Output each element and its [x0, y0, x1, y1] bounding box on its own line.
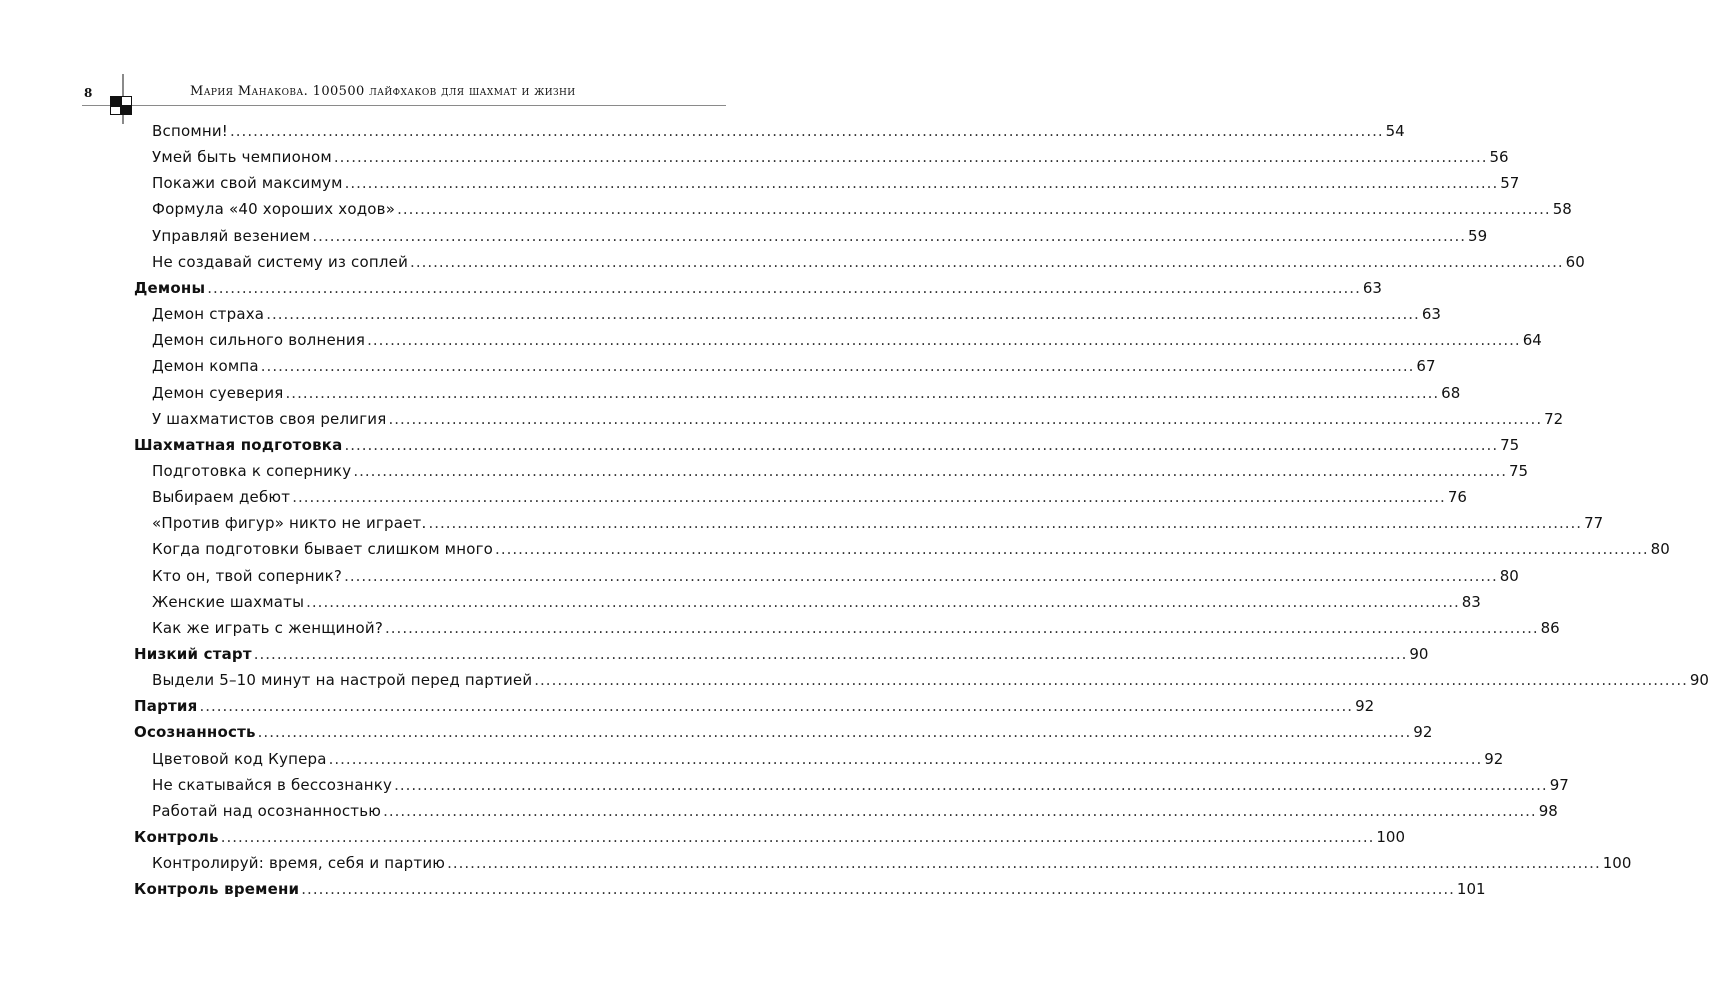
dot-leader: ........................................................................................................................................................................................................ [306, 592, 1460, 611]
toc-section [134, 693, 1375, 719]
dot-leader: ........................................................................................................................................................................................................ [266, 305, 1420, 324]
toc-page-number: 98 [1538, 801, 1558, 820]
dot-leader: ........................................................................................................................................................................................................ [312, 226, 1467, 245]
dot-leader: ........................................................................................................................................................................................................ [388, 409, 1543, 428]
toc-page-number: 80 [1650, 540, 1670, 559]
toc-title: Подготовка к сопернику [152, 461, 352, 480]
toc-section [134, 876, 1486, 902]
toc-entry [152, 196, 1572, 222]
toc-title: Когда подготовки бывает слишком много [152, 540, 494, 559]
toc-page-number: 56 [1489, 148, 1509, 167]
toc-page-number: 90 [1409, 645, 1429, 663]
header-horizontal-rule [82, 105, 726, 106]
toc-page-number: 67 [1416, 357, 1436, 376]
dot-leader: ........................................................................................................................................................................................................ [410, 252, 1564, 271]
toc-page-number: 100 [1602, 854, 1632, 873]
toc-entry [152, 353, 1436, 379]
toc-page-number: 86 [1540, 618, 1560, 637]
dot-leader: ........................................................................................................................................................................................................ [292, 488, 1446, 507]
toc-page-number: 57 [1500, 174, 1520, 193]
toc-title: У шахматистов своя религия [152, 409, 387, 428]
toc-entry [152, 144, 1509, 170]
toc-entry [152, 589, 1481, 615]
dot-leader: ........................................................................................................................................................................................................ [344, 435, 1499, 454]
dot-leader: ........................................................................................................................................................................................................ [394, 775, 1548, 794]
toc-section [134, 432, 1520, 458]
toc-entry [152, 536, 1670, 562]
toc-title: Выбираем дебют [152, 488, 291, 507]
dot-leader: ........................................................................................................................................................................................................ [257, 723, 1412, 742]
dot-leader: ........................................................................................................................................................................................................ [230, 122, 1384, 140]
toc-entry [152, 510, 1604, 536]
toc-entry [152, 563, 1519, 589]
toc-title: Демон суеверия [152, 383, 284, 402]
dot-leader: ........................................................................................................................................................................................................ [344, 566, 1498, 585]
toc-page-number: 83 [1461, 592, 1481, 611]
toc-title: Демон сильного волнения [152, 331, 366, 350]
toc-entry [152, 484, 1467, 510]
toc-page-number: 63 [1362, 278, 1382, 297]
toc-entry [152, 746, 1504, 772]
toc-title: Демоны [134, 278, 206, 297]
toc-entry [152, 458, 1529, 484]
toc-entry [152, 406, 1564, 432]
toc-title: Умей быть чемпионом [152, 148, 332, 167]
dot-leader: ........................................................................................................................................................................................................ [344, 174, 1499, 193]
dot-leader: ........................................................................................................................................................................................................ [367, 331, 1521, 350]
toc-title: Партия [134, 697, 198, 716]
toc-title: Демон страха [152, 305, 265, 324]
toc-page-number: 60 [1565, 252, 1585, 271]
toc-page-number: 100 [1376, 828, 1406, 847]
running-head: Мария Манакова. 100500 лайфхаков для шахмат и жизни [190, 84, 576, 99]
dot-leader: ........................................................................................................................................................................................................ [328, 749, 1483, 768]
toc-section [134, 824, 1406, 850]
toc-title: Управляй везением [152, 226, 311, 245]
chessboard-icon [110, 96, 132, 115]
dot-leader: ........................................................................................................................................................................................................ [534, 671, 1688, 690]
toc-title: Низкий старт [134, 645, 252, 663]
toc-entry [152, 170, 1520, 196]
dot-leader: ........................................................................................................................................................................................................ [301, 880, 1455, 899]
toc-page-number: 68 [1441, 383, 1461, 402]
dot-leader: ........................................................................................................................................................................................................ [353, 461, 1507, 480]
toc-title: Женские шахматы [152, 592, 305, 611]
toc-title: Кто он, твой соперник? [152, 566, 343, 585]
dot-leader: ........................................................................................................................................................................................................ [260, 357, 1415, 376]
toc-entry [152, 667, 1709, 693]
toc-page-number: 80 [1499, 566, 1519, 585]
toc-entry [152, 249, 1585, 275]
toc-entry [152, 301, 1441, 327]
toc-entry [152, 850, 1632, 876]
toc-page-number: 72 [1544, 409, 1564, 428]
toc-title: Цветовой код Купера [152, 749, 327, 768]
dot-leader: ........................................................................................................................................................................................................ [447, 854, 1601, 873]
dot-leader: ........................................................................................................................................................................................................ [285, 383, 1440, 402]
toc-page-number: 101 [1456, 880, 1486, 899]
toc-title: Демон компа [152, 357, 259, 376]
toc-title: «Против фигур» никто не играет. [152, 514, 427, 533]
toc-page-number: 63 [1421, 305, 1441, 324]
toc-title: Шахматная подготовка [134, 435, 343, 454]
toc-title: Выдели 5–10 минут на настрой перед партией [152, 671, 533, 690]
toc-section [134, 641, 1429, 667]
toc-section [134, 275, 1382, 301]
toc-entry [152, 772, 1569, 798]
toc-page-number: 92 [1413, 723, 1433, 742]
toc-title: Не создавай систему из соплей [152, 252, 409, 271]
toc-entry [152, 118, 1405, 144]
dot-leader: ........................................................................................................................................................................................................ [253, 645, 1408, 663]
dot-leader: ........................................................................................................................................................................................................ [199, 697, 1354, 716]
dot-leader: ........................................................................................................................................................................................................ [495, 540, 1649, 559]
toc-page-number: 75 [1509, 461, 1529, 480]
page-number: 8 [84, 86, 93, 100]
toc-title: Контроль времени [134, 880, 300, 899]
toc-entry [152, 615, 1560, 641]
toc-page-number: 54 [1385, 122, 1405, 140]
toc-entry [152, 223, 1488, 249]
toc-title: Формула «40 хороших ходов» [152, 200, 396, 219]
toc-title: Контролируй: время, себя и партию [152, 854, 446, 873]
toc-page-number: 75 [1500, 435, 1520, 454]
toc-title: Работай над осознанностью [152, 801, 382, 820]
dot-leader: ........................................................................................................................................................................................................ [397, 200, 1551, 219]
toc-title: Осознанность [134, 723, 256, 742]
toc-page-number: 64 [1522, 331, 1542, 350]
toc-title: Покажи свой максимум [152, 174, 343, 193]
dot-leader: ........................................................................................................................................................................................................ [333, 148, 1488, 167]
toc-title: Контроль [134, 828, 219, 847]
toc-page-number: 58 [1552, 200, 1572, 219]
toc-entry [152, 798, 1558, 824]
toc-page-number: 77 [1584, 514, 1604, 533]
toc-entry [152, 327, 1542, 353]
toc-page-number: 90 [1689, 671, 1709, 690]
toc-page-number: 59 [1468, 226, 1488, 245]
toc-title: Не скатывайся в бессознанку [152, 775, 393, 794]
dot-leader: ........................................................................................................................................................................................................ [385, 618, 1539, 637]
dot-leader: ........................................................................................................................................................................................................ [220, 828, 1375, 847]
toc-page-number: 97 [1549, 775, 1569, 794]
toc-entry [152, 380, 1461, 406]
toc-title: Как же играть с женщиной? [152, 618, 384, 637]
dot-leader: ........................................................................................................................................................................................................ [383, 801, 1537, 820]
toc-title: Вспомни! [152, 122, 229, 140]
dot-leader: ........................................................................................................................................................................................................ [207, 278, 1361, 297]
toc-page-number: 76 [1447, 488, 1467, 507]
toc-page-number: 92 [1484, 749, 1504, 768]
toc-section [134, 719, 1433, 745]
toc-page-number: 92 [1355, 697, 1375, 716]
dot-leader: ........................................................................................................................................................................................................ [428, 514, 1583, 533]
